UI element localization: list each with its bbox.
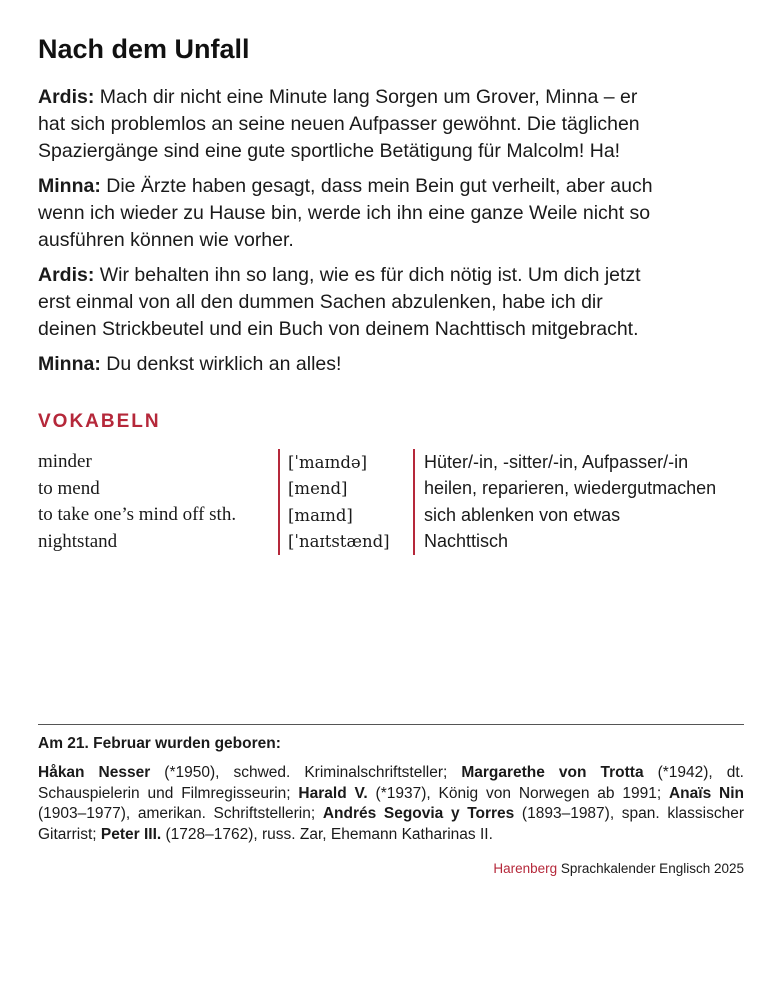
vocab-heading: VOKABELN bbox=[38, 411, 161, 432]
section-divider bbox=[38, 724, 744, 725]
person-info: (1893–1987), span. klassischer bbox=[514, 805, 744, 822]
dialog-speech bbox=[38, 173, 750, 254]
vocab-row bbox=[38, 449, 716, 476]
person-info: (1903–1977), amerikan. Schriftstellerin; bbox=[38, 805, 323, 822]
dialog-line bbox=[38, 84, 750, 111]
vocab-row bbox=[38, 502, 716, 529]
speaker-name: Minna: bbox=[38, 175, 101, 197]
births-line bbox=[38, 784, 744, 805]
line-text: Du denkst wirklich an alles! bbox=[106, 353, 342, 375]
person-info: Schauspielerin und Filmregisseurin; bbox=[38, 784, 299, 802]
births-line bbox=[38, 763, 744, 784]
person-name: Anaïs Nin bbox=[668, 784, 744, 802]
line-text: Mach dir nicht eine Minute lang Sorgen um Grover, Minna – er bbox=[99, 86, 638, 108]
vocab-german: sich ablenken von etwas bbox=[414, 502, 716, 529]
person-name: Harald V. bbox=[298, 784, 368, 802]
vocab-german: heilen, reparieren, wiedergutmachen bbox=[414, 476, 716, 503]
dialog-speech bbox=[38, 262, 750, 343]
dialog-line bbox=[38, 262, 750, 289]
speaker-name: Ardis: bbox=[38, 86, 95, 108]
dialog-line: deinen Strickbeutel und ein Buch von deinem Nachttisch mitgebracht. bbox=[38, 318, 639, 340]
person-info: (*1942), dt. bbox=[643, 764, 744, 781]
vocab-german: Hüter/-in, -sitter/-in, Aufpasser/-in bbox=[414, 449, 716, 476]
vocab-german: Nachttisch bbox=[414, 529, 716, 556]
dialog-speech bbox=[38, 351, 750, 378]
person-name: Andrés Segovia y Torres bbox=[322, 805, 515, 822]
vocab-row bbox=[38, 476, 716, 503]
person-name: Peter III. bbox=[100, 825, 162, 843]
vocab-pronunciation: [ˈnaɪtstænd] bbox=[279, 529, 414, 556]
footer-text: Sprachkalender Englisch 2025 bbox=[557, 861, 744, 876]
dialog bbox=[38, 84, 750, 386]
vocab-pronunciation: [mend] bbox=[279, 476, 414, 503]
dialog-speech bbox=[38, 84, 750, 165]
dialog-line: erst einmal von all den dummen Sachen abzulenken, habe ich dir bbox=[38, 291, 603, 313]
births-line bbox=[38, 825, 744, 846]
person-info: (*1937), König von Norwegen ab 1991; bbox=[367, 784, 669, 802]
dialog-line bbox=[38, 351, 750, 378]
dialog-line bbox=[38, 173, 750, 200]
vocab-english: to mend bbox=[38, 477, 100, 499]
vocab-pronunciation: [ˈmaɪndə] bbox=[279, 449, 414, 476]
births-heading: Am 21. Februar wurden geboren: bbox=[38, 735, 281, 752]
speaker-name: Ardis: bbox=[38, 264, 95, 286]
births-line bbox=[38, 804, 744, 825]
person-info: (*1950), schwed. Kriminalschriftsteller; bbox=[150, 764, 462, 781]
person-info: Gitarrist; bbox=[38, 825, 101, 843]
vocab-table bbox=[38, 449, 716, 555]
page-title: Nach dem Unfall bbox=[38, 34, 250, 64]
speaker-name: Minna: bbox=[38, 353, 101, 375]
vocab-english: to take one’s mind off sth. bbox=[38, 504, 237, 526]
person-name: Margarethe von Trotta bbox=[461, 764, 644, 781]
person-info: (1728–1762), russ. Zar, Ehemann Katharinas II. bbox=[161, 825, 493, 843]
dialog-line: Spaziergänge sind eine gute sportliche Betätigung für Malcolm! Ha! bbox=[38, 140, 621, 162]
line-text: Wir behalten ihn so lang, wie es für dich nötig ist. Um dich jetzt bbox=[99, 264, 641, 286]
brand-name: Harenberg bbox=[493, 861, 558, 876]
vocab-english: nightstand bbox=[38, 530, 118, 552]
dialog-line: ausführen können wie vorher. bbox=[38, 229, 294, 251]
vocab-row bbox=[38, 529, 716, 556]
births-text bbox=[38, 763, 744, 845]
footer-credit bbox=[493, 861, 744, 876]
dialog-line: wenn ich wieder zu Hause bin, werde ich ihn eine ganze Weile nicht so bbox=[38, 202, 651, 224]
vocab-english: minder bbox=[38, 451, 92, 473]
dialog-line: hat sich problemlos an seine neuen Aufpasser gewöhnt. Die täglichen bbox=[38, 113, 640, 135]
person-name: Håkan Nesser bbox=[38, 764, 151, 781]
vocab-pronunciation: [maɪnd] bbox=[279, 502, 414, 529]
line-text: Die Ärzte haben gesagt, dass mein Bein gut verheilt, aber auch bbox=[106, 175, 653, 197]
